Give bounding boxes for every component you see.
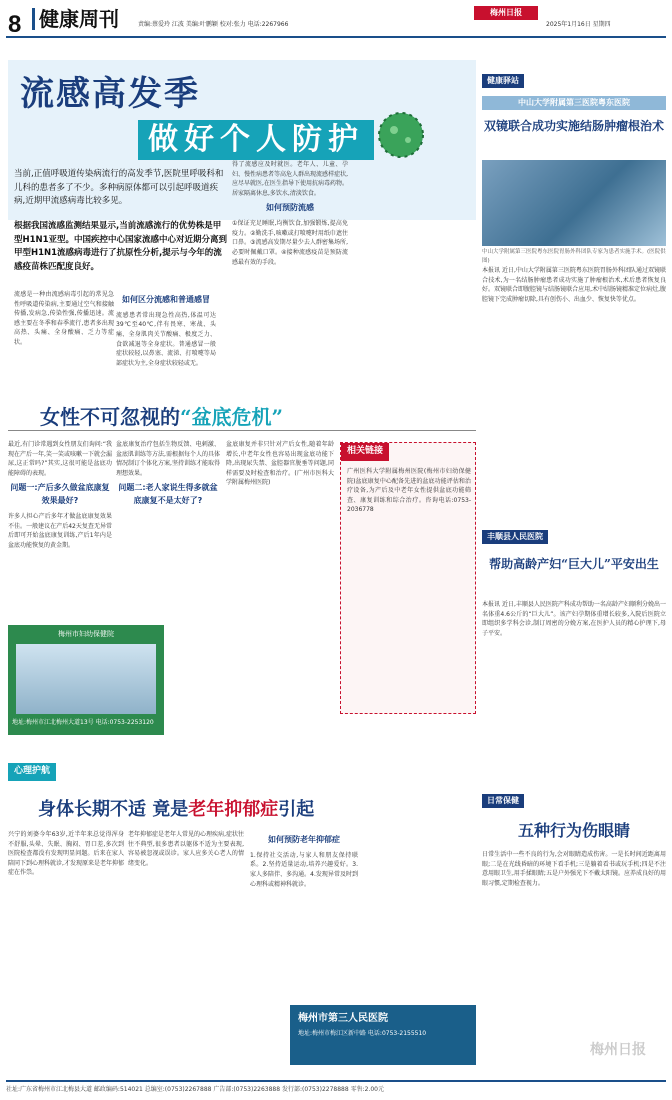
- women-text-a: 最近,有门诊常遇到女性朋友们询问:“我现在产后一年,笑一笑或咳嗽一下就会漏尿,这正常吗?”其实,这很可能是盆底功能障碍的表现。: [8, 441, 112, 477]
- depression-title-accent: 老年抑郁症: [188, 799, 279, 820]
- flu-column-c: [232, 160, 348, 390]
- staff-line: 责编:蔡爱玲 江波 美编:叶鹏颖 校对:张力 电话:2267966: [138, 21, 289, 28]
- daily-care-tag: 日常保健: [482, 794, 524, 808]
- maternal-ad-title: 梅州市妇幼保健院: [58, 630, 114, 638]
- maternal-hospital-photo: [16, 644, 156, 714]
- third-hospital-ad: [290, 1005, 476, 1065]
- depression-title-end: 引起: [278, 799, 315, 820]
- women-column-a: [8, 440, 112, 620]
- flu-subhead-prevention: 如何预防流感: [266, 203, 314, 213]
- eye-damage-article: [482, 850, 666, 1070]
- depression-title: [38, 796, 314, 824]
- flu-subhead-distinguish: 如何区分流感和普通感冒: [122, 295, 210, 304]
- flu-lead-paragraph-2: 根据我国流感监测结果显示,当前流感流行的优势株是甲型H1N1亚型。中国疾控中心国家流感中心对近期分离到甲型H1N1流感病毒进行了抗原性分析,提示与今年的流感疫苗株匹配度良好。: [14, 221, 228, 272]
- women-question-2: 问题二:老人家说生得多就盆底康复不是太好了?: [118, 483, 218, 506]
- women-text-c: 盆底康复治疗包括生物反馈、电刺激、盆底肌训练等方法,需根据每个人的具体情况制订个体化方案,坚持训练才能取得理想效果。: [116, 441, 220, 477]
- big-baby-title: 帮助高龄产妇“巨大儿”平安出生: [489, 557, 659, 571]
- paper-logo: 梅州日报: [474, 6, 538, 20]
- depression-text-a: 兴宁的刘婆今年63岁,近半年来总觉得浑身不舒服,头晕、失眠、胸闷、胃口差,多次到医院检查都没有发现明显问题。后来在家人陪同下到心理科就诊,才发现原来是老年抑郁症在作祟。: [8, 831, 124, 877]
- flu-text-d: ①保证充足睡眠,均衡饮食,加强锻炼,提高免疫力。②勤洗手,咳嗽或打喷嚏时用纸巾遮住口鼻。③流感高发期尽量少去人群密集场所,必要时佩戴口罩。④接种流感疫苗是预防流感最有效的手段。: [232, 220, 348, 266]
- big-baby-article: [482, 600, 666, 780]
- page-number: 8: [8, 11, 22, 38]
- depression-title-plain: 身体长期不适 竟是: [38, 799, 189, 820]
- depression-subhead: 如何预防老年抑郁症: [268, 835, 340, 844]
- flu-title-line2: 做好个人防护: [138, 120, 374, 160]
- depression-text-b: 老年抑郁症是老年人常见的心理疾病,症状往往不典型,很多患者以躯体不适为主要表现,容易被忽视或误诊。家人应多关心老人的情绪变化。: [128, 831, 244, 867]
- page-footer: 社址:广东省梅州市江北梅县大道 邮政编码:514021 总编室:(0753)2267888 广告部:(0753)2263888 发行部:(0753)2278888 零售:2.00元: [6, 1080, 666, 1094]
- divider: [8, 430, 476, 431]
- maternal-hospital-ad: [8, 625, 164, 735]
- related-link-box: [340, 442, 476, 714]
- women-pelvic-title: [40, 402, 283, 433]
- flu-text-c: 得了流感应及时就医。老年人、儿童、孕妇、慢性病患者等高危人群出现流感样症状,应尽早就医,在医生指导下使用抗病毒药物。居家隔离休息,多饮水,清淡饮食。: [232, 161, 348, 197]
- maternal-ad-address: 地址:梅州市江北梅州大道13号 电话:0753-2253120: [12, 718, 154, 726]
- fengshun-tag: 丰顺县人民医院: [482, 530, 548, 544]
- hospital-banner: 中山大学附属第三医院粤东医院: [482, 96, 666, 110]
- women-text-b: 许多人担心产后多年才做盆底康复效果不佳。一般建议在产后42天复查无异常后即可开始盆底康复训练,产后1年内是盆底功能恢复的黄金期。: [8, 512, 112, 549]
- women-column-c: [226, 440, 334, 740]
- third-hospital-ad-sub: 地址:梅州市梅江区新中路 电话:0753-2155510: [298, 1029, 427, 1037]
- depression-column-b: [128, 830, 244, 1070]
- watermark: 梅州日报: [590, 1042, 646, 1058]
- women-title-accent: “盆底危机”: [180, 405, 284, 429]
- women-question-1: 问题一:产后多久做盆底康复效果最好?: [10, 483, 110, 506]
- related-link-body: 广州医科大学附属梅州医院(梅州市妇幼保健院)盆底康复中心配备先进的盆底功能评估和治疗设备,为产后及中老年女性提供盆底功能筛查、康复训练和综合治疗。咨询电话:0753-2036778: [347, 468, 471, 514]
- depression-text-c: 1.保持社交活动,与家人和朋友保持联系。2.坚持适量运动,培养兴趣爱好。3.家人多陪伴、多沟通。4.发现异常及时到心理科或精神科就诊。: [250, 851, 358, 888]
- women-title-plain: 女性不可忽视的: [40, 405, 180, 429]
- mental-care-tag: 心理护航: [8, 763, 56, 781]
- flu-lead-paragraph: 当前,正值呼吸道传染病流行的高发季节,医院里呼吸科和儿科的患者多了不少。多种病原体都可以引起呼吸道疾病,近期甲流感病毒比较多见。: [14, 169, 224, 207]
- surgery-photo: [482, 160, 666, 246]
- big-baby-text: 本报讯 近日,丰顺县人民医院产科成功帮助一名高龄产妇顺利分娩出一名体重4.6公斤的“巨大儿”。该产妇孕期体重增长较多,入院后医院立即组织多学科会诊,制订周密的分娩方案,在医护人员的精心护理下,母子平安。: [482, 601, 666, 637]
- depression-column-c: [250, 830, 358, 1000]
- related-link-tag: 相关链接: [341, 443, 389, 461]
- colon-surgery-text: 本报讯 近日,中山大学附属第三医院粤东医院胃肠外科团队通过双镜联合技术,为一名结肠肿瘤患者成功实施了肿瘤根治术,术后患者恢复良好。双镜联合即腹腔镜与结肠镜联合应用,术中结肠镜精准定位病灶,腹腔镜下完成肿瘤切除,具有创伤小、出血少、恢复快等优点。: [482, 267, 666, 303]
- surgery-photo-caption: 中山大学附属第三医院粤东医院胃肠外科团队专家为患者实施手术。(医院供图): [482, 249, 666, 264]
- flu-text-a: 流感是一种由流感病毒引起的常见急性呼吸道传染病,主要通过空气和接触传播,发病急,传染性强,传播迅速。流感主要在冬季和春季流行,患者多出现高热、头痛、全身酸痛、乏力等症状。: [14, 291, 114, 346]
- health-station-tag: 健康驿站: [482, 74, 524, 88]
- flu-column-a: [14, 290, 114, 390]
- colon-surgery-title: 双镜联合成功实施结肠肿瘤根治术: [483, 119, 664, 133]
- third-hospital-ad-name: 梅州市第三人民医院: [298, 1013, 388, 1024]
- issue-date: 2025年1月16日 星期四: [546, 21, 611, 28]
- flu-column-b: [116, 290, 216, 390]
- flu-title-line1: 流感高发季: [20, 74, 200, 114]
- flu-text-b: 流感患者常出现急性高热,体温可达39℃至40℃,伴有畏寒、寒战、头痛、全身肌肉关节酸痛、极度乏力、食欲减退等全身症状。普通感冒一般症状较轻,以鼻塞、流涕、打喷嚏等局部症状为主,全身症状较轻或无。: [116, 311, 216, 367]
- eye-damage-text: 日常生活中一些不良的行为,会对眼睛造成伤害。一是长时间近距离用眼;二是在光线昏暗的环境下看手机;三是躺着看书或玩手机;四是不注意用眼卫生,用手揉眼睛;五是户外强光下不戴太阳镜。应养成良好的用眼习惯,定期检查视力。: [482, 851, 666, 887]
- eye-damage-title: 五种行为伤眼睛: [517, 821, 630, 840]
- virus-illustration-icon: [356, 100, 446, 170]
- colon-surgery-article: [482, 266, 666, 516]
- women-text-d: 盆底康复并非只针对产后女性,随着年龄增长,中老年女性也容易出现盆底功能下降,出现尿失禁、盆腔器官脱垂等问题,同样需要及时检查和治疗。(广州市医科大学附属梅州医院): [226, 441, 334, 487]
- section-title: 健康周刊: [32, 8, 119, 30]
- masthead: [6, 4, 666, 38]
- depression-column-a: [8, 830, 124, 1070]
